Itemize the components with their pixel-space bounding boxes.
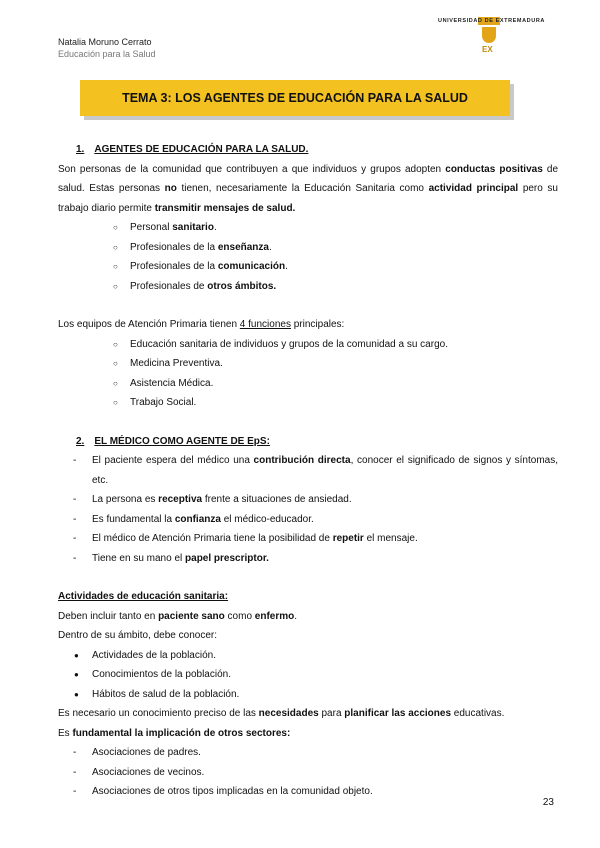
list-item [58,529,558,549]
logo-u-icon [482,27,496,43]
list-item: ● Conocimientos de la población. [58,665,558,685]
agents-list [58,218,558,296]
list-item [58,277,558,297]
section-title: EL MÉDICO COMO AGENTE DE EpS: [94,435,270,447]
list-item [58,257,558,277]
topic-title-banner [80,80,510,116]
bold-text: enseñanza [217,241,269,253]
text: . [268,241,272,253]
list-item [58,510,558,530]
list-item [58,490,558,510]
paragraph-sectors [58,724,558,744]
list-item: ○ Trabajo Social. [58,393,558,413]
list-item [58,238,558,258]
list-item [58,218,558,238]
knowledge-list [58,646,558,705]
text: Es fundamental la [92,513,175,525]
text: Es necesario un conocimiento preciso de las [58,708,259,719]
section-number: 2. [76,435,85,447]
logo-text: UNIVERSIDAD DE EXTREMADURA [438,18,545,24]
sectors-list [58,743,558,802]
section-title: AGENTES DE EDUCACIÓN PARA LA SALUD. [94,144,309,155]
spacer [58,296,558,315]
text: para [318,708,345,719]
list-item: ○ Medicina Preventiva. [58,354,558,374]
list-item: - Asociaciones de padres. [58,743,558,763]
text: Personal [130,222,173,233]
text: La persona es [92,494,159,505]
section-number: 1. [76,144,85,155]
bold-text: actividad principal [428,183,519,194]
text: El médico de Atención Primaria tiene la posibilidad de [92,533,333,544]
list-item [58,451,558,490]
text: Los equipos de Atención Primaria tienen [58,319,240,330]
spacer [58,413,558,432]
logo-ex-label: EX [482,45,493,54]
bold-text: sanitario [172,222,214,233]
bold-text: planificar las acciones [344,708,452,719]
text: Profesionales de la [130,261,218,272]
list-item: ● Hábitos de salud de la población. [58,685,558,705]
bold-text: contribución directa [253,455,351,466]
bold-text: receptiva [158,494,203,505]
university-logo [438,18,566,60]
text: de salud. Estas personas [58,163,559,194]
text: el médico-educador. [220,513,314,525]
text: pero su trabajo diario permite [58,183,558,214]
paragraph-needs [58,704,558,724]
text: principales: [290,319,345,330]
bold-text: enfermo [254,610,295,622]
paragraph-agents-definition [58,160,558,219]
text: como [224,610,255,622]
page-header [58,36,156,60]
bold-text: fundamental la implicación de otros sectores: [72,727,291,739]
paragraph-scope: Dentro de su ámbito, debe conocer: [58,630,217,641]
paragraph-include [58,607,558,627]
doctor-list [58,451,558,568]
bold-text: conductas positivas [445,163,543,175]
list-item [58,549,558,569]
text: Deben incluir tanto en [58,610,159,622]
activities-heading: Actividades de educación sanitaria: [58,591,229,602]
text: educativas. [451,708,505,719]
paragraph-primary-care [58,315,558,335]
list-item: ○ Asistencia Médica. [58,374,558,394]
bold-text: repetir [332,533,364,544]
topic-title: TEMA 3: LOS AGENTES DE EDUCACIÓN PARA LA SALUD [122,91,468,105]
list-item: - Asociaciones de vecinos. [58,763,558,783]
underlined-text: 4 funciones [239,319,291,330]
list-item: - Asociaciones de otros tipos implicadas en la comunidad objeto. [58,782,558,802]
page-number: 23 [542,797,554,808]
bold-text: papel prescriptor. [185,552,269,564]
bold-text: otros ámbitos. [207,280,277,292]
document-body [58,140,558,802]
section-heading-2 [76,432,558,452]
text: el mensaje. [363,533,418,544]
bold-text: transmitir mensajes de salud. [154,202,296,214]
text: . [294,610,298,622]
text: Tiene en su mano el [92,552,186,564]
text: . [285,261,288,272]
section-heading-1 [76,140,558,160]
spacer [58,568,558,587]
text: frente a situaciones de ansiedad. [202,494,352,505]
author-name: Natalia Moruno Cerrato [58,37,152,47]
course-name: Educación para la Salud [58,49,156,59]
text: , conocer el significado de signos y síntomas, etc. [92,455,558,486]
text: Son personas de la comunidad que contribuyen a que individuos y grupos adopten [58,163,446,175]
text: tienen, necesariamente la Educación Sanitaria como [176,183,429,194]
list-item: ○ Educación sanitaria de individuos y grupos de la comunidad a su cargo. [58,335,558,355]
text: El paciente espera del médico una [92,455,254,466]
bold-text: paciente sano [158,610,225,622]
bold-text: comunicación [217,261,286,272]
bold-text: confianza [174,513,221,525]
bold-text: necesidades [258,708,319,719]
text: Profesionales de [130,280,208,292]
bold-text: no [164,183,177,194]
text: Profesionales de la [130,241,218,253]
list-item: ● Actividades de la población. [58,646,558,666]
text: Es [58,727,73,739]
text: . [213,222,217,233]
functions-list [58,335,558,413]
